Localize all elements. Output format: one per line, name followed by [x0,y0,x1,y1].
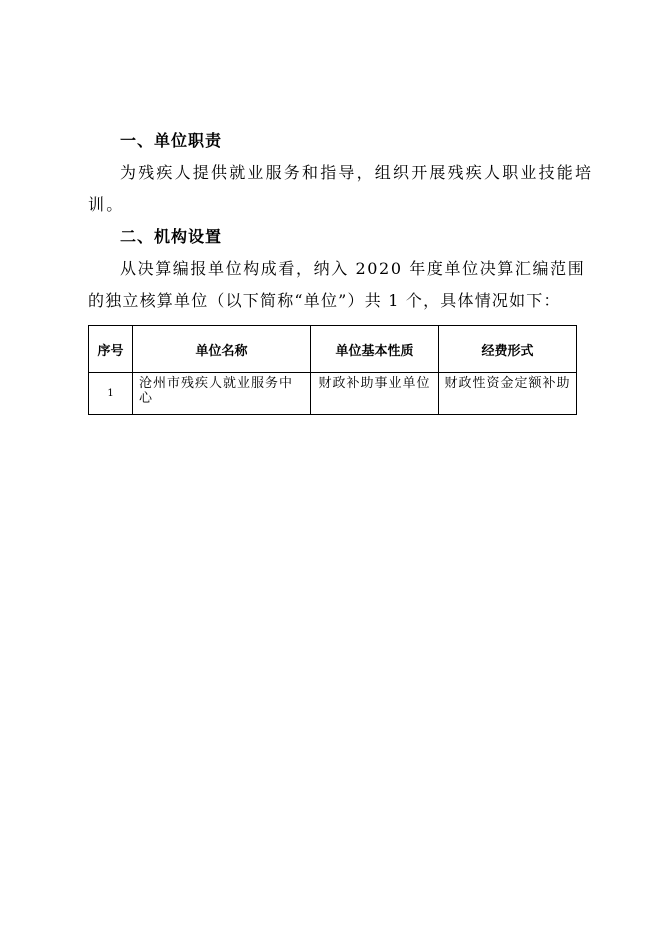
header-unit-name: 单位名称 [133,326,311,373]
header-funding-form: 经费形式 [439,326,577,373]
table-row [89,373,577,415]
cell-unit-nature: 财政补助事业单位 [311,373,439,415]
header-unit-nature: 单位基本性质 [311,326,439,373]
cell-index: 1 [89,373,133,415]
section-heading-structure: 二、机构设置 [120,227,223,246]
unit-table [88,325,577,415]
structure-paragraph-line2: 的独立核算单位（以下简称“单位”）共 1 个，具体情况如下： [88,291,561,310]
cell-funding-form: 财政性资金定额补助 [439,373,577,415]
duties-paragraph-line1: 为残疾人提供就业服务和指导，组织开展残疾人职业技能培 [120,163,594,182]
section-heading-duties: 一、单位职责 [120,131,223,150]
duties-paragraph-line2: 训。 [88,195,125,214]
header-index: 序号 [89,326,133,373]
table-header-row [89,326,577,373]
structure-paragraph-line1: 从决算编报单位构成看，纳入 2020 年度单位决算汇编范围 [120,259,586,278]
cell-unit-name: 沧州市残疾人就业服务中心 [133,373,311,415]
